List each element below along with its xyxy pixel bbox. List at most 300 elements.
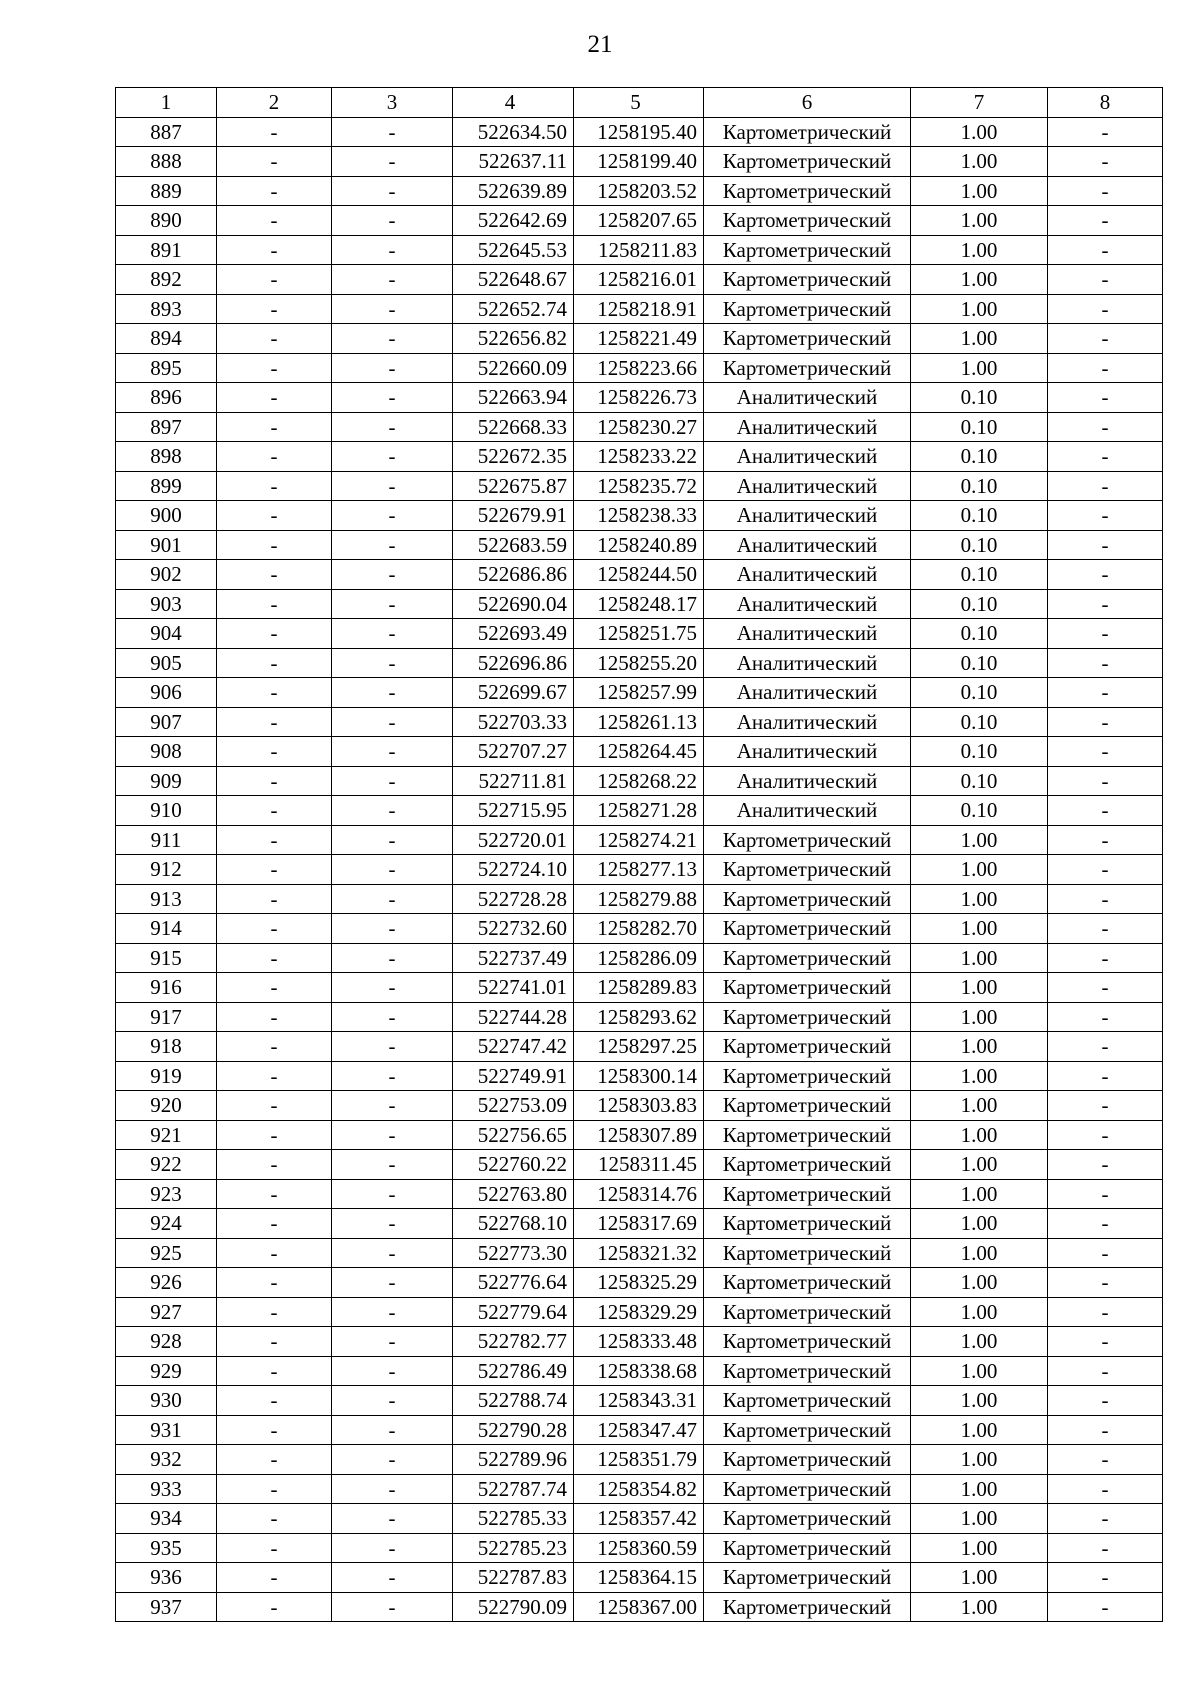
- table-cell: 894: [116, 324, 217, 354]
- table-cell: -: [1048, 117, 1163, 147]
- table-cell: -: [1048, 648, 1163, 678]
- table-cell: Аналитический: [704, 678, 911, 708]
- table-cell: 522642.69: [453, 206, 574, 236]
- table-cell: -: [217, 648, 332, 678]
- table-cell: -: [332, 176, 453, 206]
- table-cell: -: [217, 1356, 332, 1386]
- table-cell: -: [217, 914, 332, 944]
- table-cell: 0.10: [911, 471, 1048, 501]
- table-row: [116, 1504, 1163, 1534]
- table-cell: 1.00: [911, 855, 1048, 885]
- table-cell: 1258293.62: [574, 1002, 704, 1032]
- table-cell: -: [1048, 855, 1163, 885]
- table-cell: Аналитический: [704, 619, 911, 649]
- table-row: [116, 353, 1163, 383]
- table-cell: 1.00: [911, 914, 1048, 944]
- table-cell: -: [1048, 1533, 1163, 1563]
- table-cell: 1258195.40: [574, 117, 704, 147]
- table-cell: -: [217, 1327, 332, 1357]
- table-cell: -: [217, 324, 332, 354]
- table-cell: -: [332, 796, 453, 826]
- table-cell: -: [332, 1563, 453, 1593]
- table-cell: Картометрический: [704, 1504, 911, 1534]
- table-cell: 522711.81: [453, 766, 574, 796]
- table-cell: 1.00: [911, 1415, 1048, 1445]
- table-cell: -: [332, 943, 453, 973]
- table-cell: -: [1048, 1268, 1163, 1298]
- table-cell: -: [332, 973, 453, 1003]
- table-cell: -: [332, 1179, 453, 1209]
- table-cell: 916: [116, 973, 217, 1003]
- table-cell: Картометрический: [704, 147, 911, 177]
- table-cell: -: [332, 471, 453, 501]
- table-cell: 0.10: [911, 707, 1048, 737]
- table-cell: -: [332, 619, 453, 649]
- table-cell: 522724.10: [453, 855, 574, 885]
- table-cell: -: [1048, 1297, 1163, 1327]
- table-row: [116, 619, 1163, 649]
- table-cell: 913: [116, 884, 217, 914]
- table-row: [116, 1445, 1163, 1475]
- table-cell: Картометрический: [704, 117, 911, 147]
- table-cell: -: [1048, 265, 1163, 295]
- table-cell: -: [217, 176, 332, 206]
- table-cell: -: [1048, 943, 1163, 973]
- table-cell: 1258235.72: [574, 471, 704, 501]
- table-cell: -: [332, 1327, 453, 1357]
- table-cell: 1.00: [911, 324, 1048, 354]
- table-cell: -: [332, 1091, 453, 1121]
- table-cell: -: [217, 737, 332, 767]
- table-cell: 522787.74: [453, 1474, 574, 1504]
- table-cell: -: [217, 353, 332, 383]
- table-cell: -: [1048, 1179, 1163, 1209]
- table-row: [116, 530, 1163, 560]
- table-cell: -: [332, 1504, 453, 1534]
- table-cell: -: [217, 501, 332, 531]
- table-row: [116, 1209, 1163, 1239]
- table-cell: 522672.35: [453, 442, 574, 472]
- table-cell: 1258351.79: [574, 1445, 704, 1475]
- table-row: [116, 1415, 1163, 1445]
- table-cell: -: [1048, 1386, 1163, 1416]
- table-cell: -: [332, 1445, 453, 1475]
- table-cell: 1258255.20: [574, 648, 704, 678]
- table-cell: 0.10: [911, 383, 1048, 413]
- table-cell: 1258240.89: [574, 530, 704, 560]
- table-cell: 891: [116, 235, 217, 265]
- table-row: [116, 1150, 1163, 1180]
- table-cell: -: [217, 1533, 332, 1563]
- table-row: [116, 796, 1163, 826]
- table-cell: -: [1048, 1415, 1163, 1445]
- table-cell: -: [332, 147, 453, 177]
- table-row: [116, 1002, 1163, 1032]
- table-row: [116, 589, 1163, 619]
- table-cell: 1.00: [911, 147, 1048, 177]
- table-cell: -: [332, 383, 453, 413]
- table-cell: Картометрический: [704, 1091, 911, 1121]
- table-cell: -: [332, 1032, 453, 1062]
- table-cell: 934: [116, 1504, 217, 1534]
- table-row: [116, 471, 1163, 501]
- table-cell: 0.10: [911, 737, 1048, 767]
- table-row: [116, 383, 1163, 413]
- table-cell: Картометрический: [704, 943, 911, 973]
- table-cell: 936: [116, 1563, 217, 1593]
- table-cell: Картометрический: [704, 206, 911, 236]
- table-cell: -: [217, 442, 332, 472]
- table-cell: Аналитический: [704, 471, 911, 501]
- table-cell: Аналитический: [704, 501, 911, 531]
- table-cell: 902: [116, 560, 217, 590]
- table-header: [116, 88, 1163, 118]
- table-cell: Аналитический: [704, 530, 911, 560]
- table-cell: -: [217, 1150, 332, 1180]
- table-cell: Аналитический: [704, 560, 911, 590]
- table-cell: 927: [116, 1297, 217, 1327]
- table-cell: 522776.64: [453, 1268, 574, 1298]
- table-row: [116, 1386, 1163, 1416]
- table-cell: 522787.83: [453, 1563, 574, 1593]
- table-cell: 892: [116, 265, 217, 295]
- table-cell: 1258314.76: [574, 1179, 704, 1209]
- table-cell: 1258244.50: [574, 560, 704, 590]
- table-cell: 522760.22: [453, 1150, 574, 1180]
- table-cell: 919: [116, 1061, 217, 1091]
- table-cell: -: [217, 471, 332, 501]
- table-row: [116, 943, 1163, 973]
- table-cell: -: [217, 206, 332, 236]
- table-cell: Картометрический: [704, 1002, 911, 1032]
- table-cell: 1.00: [911, 235, 1048, 265]
- table-cell: 1258230.27: [574, 412, 704, 442]
- table-cell: 522744.28: [453, 1002, 574, 1032]
- table-cell: Картометрический: [704, 1356, 911, 1386]
- table-cell: Картометрический: [704, 1179, 911, 1209]
- table-cell: 522693.49: [453, 619, 574, 649]
- table-row: [116, 1533, 1163, 1563]
- table-cell: 0.10: [911, 412, 1048, 442]
- table-cell: 1258271.28: [574, 796, 704, 826]
- table-cell: -: [1048, 471, 1163, 501]
- table-cell: 1258223.66: [574, 353, 704, 383]
- table-row: [116, 1179, 1163, 1209]
- table-cell: 1.00: [911, 1120, 1048, 1150]
- table-cell: 522656.82: [453, 324, 574, 354]
- table-cell: Картометрический: [704, 1474, 911, 1504]
- table-cell: 0.10: [911, 501, 1048, 531]
- table-cell: 522741.01: [453, 973, 574, 1003]
- table-cell: 522707.27: [453, 737, 574, 767]
- table-cell: -: [1048, 914, 1163, 944]
- table-cell: 1258338.68: [574, 1356, 704, 1386]
- table-cell: 1.00: [911, 117, 1048, 147]
- table-cell: 522634.50: [453, 117, 574, 147]
- table-cell: -: [1048, 294, 1163, 324]
- table-row: [116, 442, 1163, 472]
- table-row: [116, 707, 1163, 737]
- table-cell: -: [332, 1150, 453, 1180]
- table-cell: 1.00: [911, 294, 1048, 324]
- table-cell: -: [332, 501, 453, 531]
- table-cell: 935: [116, 1533, 217, 1563]
- column-header-3: 3: [332, 88, 453, 118]
- table-cell: -: [217, 1563, 332, 1593]
- table-cell: -: [1048, 530, 1163, 560]
- table-cell: 922: [116, 1150, 217, 1180]
- table-cell: 522675.87: [453, 471, 574, 501]
- table-cell: 522637.11: [453, 147, 574, 177]
- table-cell: 900: [116, 501, 217, 531]
- table-cell: -: [1048, 973, 1163, 1003]
- table-cell: 920: [116, 1091, 217, 1121]
- table-cell: 1258367.00: [574, 1592, 704, 1622]
- table-row: [116, 766, 1163, 796]
- table-cell: -: [1048, 1238, 1163, 1268]
- table-cell: 1.00: [911, 1356, 1048, 1386]
- table-cell: 522747.42: [453, 1032, 574, 1062]
- table-cell: Картометрический: [704, 825, 911, 855]
- table-cell: 1.00: [911, 1091, 1048, 1121]
- table-cell: 1258264.45: [574, 737, 704, 767]
- table-cell: -: [332, 1415, 453, 1445]
- table-cell: Картометрический: [704, 324, 911, 354]
- table-row: [116, 678, 1163, 708]
- table-row: [116, 1297, 1163, 1327]
- table-cell: Аналитический: [704, 796, 911, 826]
- table-cell: Аналитический: [704, 707, 911, 737]
- table-cell: Аналитический: [704, 589, 911, 619]
- table-cell: 1.00: [911, 1179, 1048, 1209]
- table-cell: -: [332, 1386, 453, 1416]
- table-cell: 522790.28: [453, 1415, 574, 1445]
- table-cell: -: [332, 589, 453, 619]
- table-cell: -: [217, 147, 332, 177]
- table-cell: -: [1048, 1356, 1163, 1386]
- table-cell: Картометрический: [704, 176, 911, 206]
- table-cell: 522785.33: [453, 1504, 574, 1534]
- table-cell: Картометрический: [704, 1297, 911, 1327]
- table-cell: -: [217, 1061, 332, 1091]
- table-cell: -: [332, 235, 453, 265]
- table-cell: 1.00: [911, 265, 1048, 295]
- table-cell: 1258226.73: [574, 383, 704, 413]
- table-cell: 1.00: [911, 1297, 1048, 1327]
- table-cell: Аналитический: [704, 766, 911, 796]
- table-cell: -: [217, 1120, 332, 1150]
- table-row: [116, 973, 1163, 1003]
- column-header-2: 2: [217, 88, 332, 118]
- table-cell: Картометрический: [704, 1209, 911, 1239]
- table-cell: -: [332, 766, 453, 796]
- table-cell: -: [217, 294, 332, 324]
- table-cell: -: [332, 1002, 453, 1032]
- table-row: [116, 560, 1163, 590]
- column-header-8: 8: [1048, 88, 1163, 118]
- table-cell: -: [1048, 619, 1163, 649]
- table-cell: 898: [116, 442, 217, 472]
- table-cell: 912: [116, 855, 217, 885]
- table-cell: Картометрический: [704, 1238, 911, 1268]
- table-cell: 1258343.31: [574, 1386, 704, 1416]
- table-cell: 1.00: [911, 943, 1048, 973]
- table-cell: 907: [116, 707, 217, 737]
- table-cell: -: [217, 796, 332, 826]
- table-cell: 1258216.01: [574, 265, 704, 295]
- table-cell: -: [1048, 796, 1163, 826]
- table-cell: -: [217, 1238, 332, 1268]
- table-cell: -: [217, 1091, 332, 1121]
- table-row: [116, 147, 1163, 177]
- table-row: [116, 412, 1163, 442]
- table-cell: -: [217, 1504, 332, 1534]
- table-cell: -: [1048, 884, 1163, 914]
- table-cell: -: [1048, 1061, 1163, 1091]
- table-cell: 1258354.82: [574, 1474, 704, 1504]
- table-cell: 1.00: [911, 1268, 1048, 1298]
- table-row: [116, 855, 1163, 885]
- table-cell: 926: [116, 1268, 217, 1298]
- table-cell: 888: [116, 147, 217, 177]
- table-cell: 1.00: [911, 1563, 1048, 1593]
- table-cell: Аналитический: [704, 383, 911, 413]
- table-cell: -: [217, 1032, 332, 1062]
- table-cell: -: [217, 1268, 332, 1298]
- table-cell: -: [217, 1415, 332, 1445]
- table-cell: -: [332, 825, 453, 855]
- table-cell: -: [1048, 147, 1163, 177]
- table-cell: -: [217, 589, 332, 619]
- table-cell: 1.00: [911, 1386, 1048, 1416]
- table-cell: -: [332, 1238, 453, 1268]
- table-cell: -: [217, 1474, 332, 1504]
- table-cell: -: [1048, 206, 1163, 236]
- table-cell: 1.00: [911, 1327, 1048, 1357]
- table-cell: Картометрический: [704, 1150, 911, 1180]
- table-cell: Аналитический: [704, 412, 911, 442]
- table-cell: 1.00: [911, 1002, 1048, 1032]
- table-cell: 522782.77: [453, 1327, 574, 1357]
- table-cell: -: [332, 1061, 453, 1091]
- table-cell: -: [217, 1445, 332, 1475]
- table-cell: Аналитический: [704, 737, 911, 767]
- table-cell: 522699.67: [453, 678, 574, 708]
- table-row: [116, 1563, 1163, 1593]
- table-cell: -: [217, 884, 332, 914]
- table-cell: 1258357.42: [574, 1504, 704, 1534]
- table-cell: 1258297.25: [574, 1032, 704, 1062]
- table-cell: -: [217, 707, 332, 737]
- table-body: [116, 117, 1163, 1622]
- table-row: [116, 1592, 1163, 1622]
- table-cell: 522652.74: [453, 294, 574, 324]
- table-cell: 905: [116, 648, 217, 678]
- table-cell: 522696.86: [453, 648, 574, 678]
- table-cell: -: [217, 766, 332, 796]
- table-cell: 929: [116, 1356, 217, 1386]
- table-cell: 1258282.70: [574, 914, 704, 944]
- table-cell: 0.10: [911, 796, 1048, 826]
- table-cell: 1.00: [911, 1533, 1048, 1563]
- table-cell: -: [217, 1002, 332, 1032]
- table-row: [116, 1032, 1163, 1062]
- table-cell: 522703.33: [453, 707, 574, 737]
- table-cell: 1258277.13: [574, 855, 704, 885]
- table-cell: -: [332, 442, 453, 472]
- table-cell: 522749.91: [453, 1061, 574, 1091]
- table-cell: 1258207.65: [574, 206, 704, 236]
- table-cell: -: [332, 678, 453, 708]
- table-cell: 1258303.83: [574, 1091, 704, 1121]
- table-row: [116, 1091, 1163, 1121]
- table-row: [116, 1061, 1163, 1091]
- table-cell: 522663.94: [453, 383, 574, 413]
- table-row: [116, 1327, 1163, 1357]
- table-row: [116, 235, 1163, 265]
- table-cell: 1258251.75: [574, 619, 704, 649]
- coordinates-table: [115, 87, 1163, 1622]
- table-cell: Картометрический: [704, 914, 911, 944]
- table-cell: 522789.96: [453, 1445, 574, 1475]
- table-cell: 908: [116, 737, 217, 767]
- table-cell: -: [332, 855, 453, 885]
- table-cell: 522679.91: [453, 501, 574, 531]
- table-cell: 890: [116, 206, 217, 236]
- table-cell: -: [217, 1297, 332, 1327]
- table-cell: 1.00: [911, 973, 1048, 1003]
- table-row: [116, 265, 1163, 295]
- table-cell: 522753.09: [453, 1091, 574, 1121]
- table-cell: 928: [116, 1327, 217, 1357]
- table-cell: 1.00: [911, 1504, 1048, 1534]
- table-row: [116, 914, 1163, 944]
- table-cell: Картометрический: [704, 235, 911, 265]
- table-cell: -: [217, 530, 332, 560]
- table-cell: 1.00: [911, 1150, 1048, 1180]
- table-cell: 522686.86: [453, 560, 574, 590]
- table-cell: -: [332, 265, 453, 295]
- table-cell: 889: [116, 176, 217, 206]
- table-cell: -: [217, 265, 332, 295]
- table-cell: 522790.09: [453, 1592, 574, 1622]
- table-cell: 1258221.49: [574, 324, 704, 354]
- table-cell: -: [1048, 1032, 1163, 1062]
- column-header-7: 7: [911, 88, 1048, 118]
- table-cell: 899: [116, 471, 217, 501]
- table-cell: 0.10: [911, 619, 1048, 649]
- table-cell: -: [1048, 589, 1163, 619]
- table-cell: Картометрический: [704, 1592, 911, 1622]
- table-cell: 0.10: [911, 442, 1048, 472]
- table-cell: 930: [116, 1386, 217, 1416]
- table-cell: 1258238.33: [574, 501, 704, 531]
- table-row: [116, 176, 1163, 206]
- table-cell: 893: [116, 294, 217, 324]
- table-cell: Картометрический: [704, 855, 911, 885]
- table-cell: -: [1048, 766, 1163, 796]
- table-cell: -: [1048, 1504, 1163, 1534]
- table-row: [116, 324, 1163, 354]
- table-cell: Картометрический: [704, 353, 911, 383]
- table-cell: 522648.67: [453, 265, 574, 295]
- table-cell: Картометрический: [704, 1032, 911, 1062]
- table-cell: -: [332, 884, 453, 914]
- table-cell: 918: [116, 1032, 217, 1062]
- table-cell: 909: [116, 766, 217, 796]
- table-cell: 906: [116, 678, 217, 708]
- table-cell: Картометрический: [704, 1327, 911, 1357]
